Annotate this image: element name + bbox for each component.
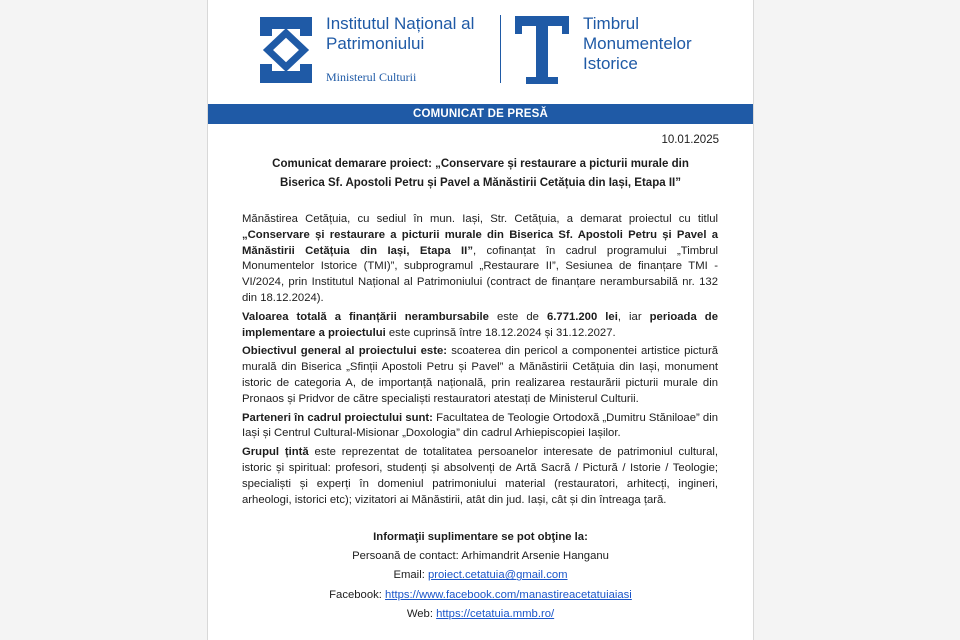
p2-amount: 6.771.200 lei	[546, 310, 618, 323]
email-label: Email:	[393, 569, 428, 582]
press-release-banner: COMUNICAT DE PRESĂ	[208, 104, 753, 124]
inp-logo-icon	[260, 17, 312, 83]
p1-rest: , cofinanțat în cadrul programului „Timbrul Monumentelor Istorice (TMI)”, subprogramul „Restaurare II”, Sesiunea de finanțare TMI - VI/2024, prin Institutul Național al Patrimoniului (contract de finanțare nerambursabilă nr. 132 din 18.12.2024).	[242, 244, 718, 304]
p1-intro: Mănăstirea Cetățuia, cu sediul în mun. Iași, Str. Cetățuia, a demarat proiectul cu titlul	[242, 213, 718, 225]
web-link[interactable]: https://cetatuia.mmb.ro/	[436, 607, 555, 620]
press-release-page	[207, 0, 754, 640]
release-subject	[248, 155, 713, 193]
email-link[interactable]: proiect.cetatuia@gmail.com	[427, 569, 568, 582]
p5-lead: Grupul țintă	[242, 446, 309, 459]
header-divider	[500, 15, 501, 83]
header	[208, 0, 753, 100]
subject-line2: Biserica Sf. Apostoli Petru și Pavel a Mănăstirii Cetățuia din Iași, Etapa II”	[280, 177, 681, 189]
release-body	[242, 212, 718, 511]
paragraph-project	[242, 212, 718, 307]
p2-period: perioada de implementare a proiectului	[242, 310, 718, 339]
inp-name-line1: Institutul Național al	[326, 14, 475, 33]
ministry-label: Ministerul Culturii	[326, 70, 417, 84]
release-date: 10.01.2025	[661, 134, 719, 146]
facebook-label: Facebook:	[329, 588, 386, 601]
p4-rest: Facultatea de Teologie Ortodoxă „Dumitru Stăniloae” din Iași și Centrul Cultural-Misionar „Doxologia” din cadrul Arhiepiscopiei Iașilor.	[242, 411, 718, 440]
p2-mid: este de	[488, 310, 547, 323]
tmi-name-line3: Istorice	[583, 54, 638, 73]
p2-mid2: , iar	[617, 310, 650, 323]
p1-project-title: „Conservare și restaurare a picturii murale din Biserica Sf. Apostoli Petru și Pavel a Mănăstirii Cetățuia din Iași, Etapa II”	[242, 228, 718, 257]
facebook-link[interactable]: https://www.facebook.com/manastireacetatuiaiasi	[385, 588, 632, 601]
p3-lead: Obiectivul general al proiectului este:	[242, 345, 448, 358]
contact-person: Persoană de contact: Arhimandrit Arsenie Hanganu	[352, 550, 609, 563]
contact-email-row	[208, 566, 753, 585]
paragraph-objective	[242, 344, 718, 407]
p2-lead: Valoarea totală a finanțării nerambursabile	[242, 310, 489, 323]
contact-heading: Informaţii suplimentare se pot obţine la:	[373, 531, 588, 543]
paragraph-partners	[242, 411, 718, 443]
tmi-name-line2: Monumentelor	[583, 34, 692, 53]
tmi-name-line1: Timbrul	[583, 14, 640, 33]
paragraph-target-group	[242, 445, 718, 508]
tmi-name	[583, 14, 743, 74]
inp-name	[326, 14, 501, 54]
tmi-logo-icon	[515, 16, 569, 84]
p3-rest: scoaterea din pericol a componentei artistice pictură murală din Biserica „Sfinții Apostoli Petru și Pavel” a Mănăstirii Cetățuia din Iași, monument istoric de categoria A, de importanță națională, prin realizarea restaurării picturii murale din Pronaos și Pridvor de către specialiști restauratori atestați de Ministerul Culturii.	[242, 345, 719, 405]
p2-rest: este cuprinsă între 18.12.2024 și 31.12.2027.	[385, 326, 616, 339]
subject-line1: Comunicat demarare proiect: „Conservare și restaurare a picturii murale din	[272, 158, 689, 170]
contact-section	[208, 528, 753, 624]
inp-name-line2: Patrimoniului	[326, 34, 425, 53]
paragraph-funding	[242, 310, 718, 342]
contact-web-row	[208, 605, 753, 624]
web-label: Web:	[406, 607, 437, 620]
p4-lead: Parteneri în cadrul proiectului sunt:	[242, 411, 433, 424]
p5-rest: este reprezentat de totalitatea persoanelor interesate de patrimoniul cultural, istoric și spiritual: profesori, studenți și absolvenți de Artă Sacră / Pictură / Istorie / Teologie; specialiști și experți în domeniul patrimoniului material (restauratori, arhitecți, ingineri, arheologi, istorici etc); vizitatori ai Mănăstirii, atât din jud. Iași, cât și din întreaga țară.	[242, 446, 718, 506]
contact-facebook-row	[208, 586, 753, 605]
